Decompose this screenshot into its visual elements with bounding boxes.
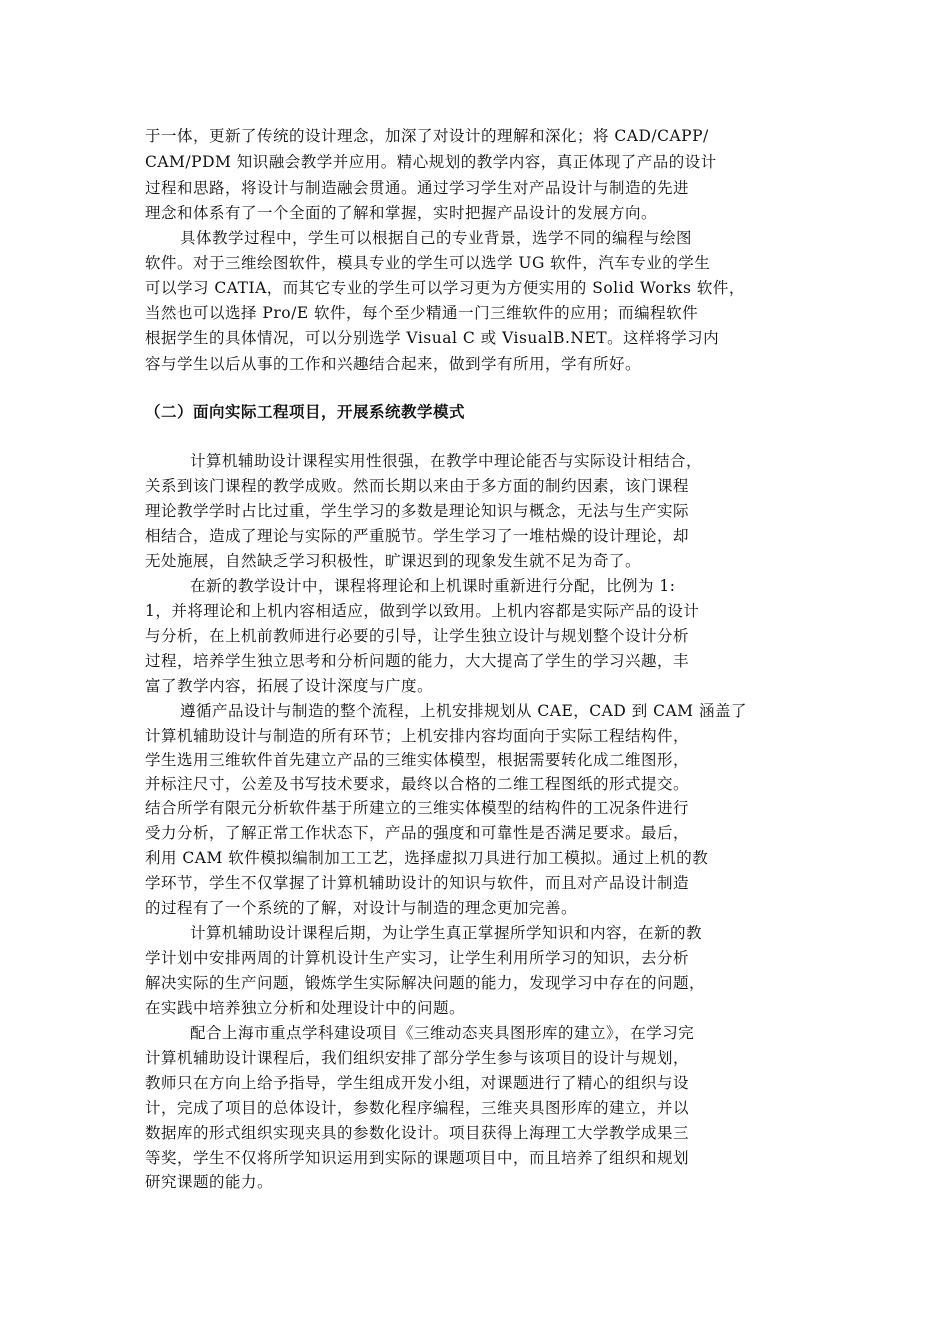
body-text-line: 可以学习 CATIA，而其它专业的学生可以学习更为方便实用的 Solid Works 软件， <box>145 279 745 297</box>
body-text-line: 软件。对于三维绘图软件，模具专业的学生可以选学 UG 软件，汽车专业的学生 <box>145 254 711 272</box>
body-text-line: 计算机辅助设计与制造的所有环节；上机安排内容均面向于实际工程结构件， <box>145 727 690 745</box>
body-text-line: 计，完成了项目的总体设计，参数化程序编程，三维夹具图形库的建立，并以 <box>145 1099 690 1117</box>
body-text-line: 根据学生的具体情况，可以分别选学 Visual C 或 VisualB.NET。这样将学习内 <box>145 329 720 347</box>
body-text-line: 教师只在方向上给予指导，学生组成开发小组，对课题进行了精心的组织与设 <box>145 1074 690 1092</box>
body-text-line: CAM/PDM 知识融会教学并应用。精心规划的教学内容，真正体现了产品的设计 <box>145 153 717 171</box>
body-text-line: 过程和思路，将设计与制造融会贯通。通过学习学生对产品设计与制造的先进 <box>145 179 690 197</box>
section-heading: （二）面向实际工程项目，开展系统教学模式 <box>145 403 466 421</box>
body-text-line: 利用 CAM 软件模拟编制加工工艺，选择虚拟刀具进行加工模拟。通过上机的教 <box>145 849 709 867</box>
body-text-line: 与分析，在上机前教师进行必要的引导，让学生独立设计与规划整个设计分析 <box>145 627 690 645</box>
body-text-line: 在实践中培养独立分析和处理设计中的问题。 <box>145 999 466 1017</box>
body-text-line: 过程，培养学生独立思考和分析问题的能力，大大提高了学生的学习兴趣，丰 <box>145 652 690 670</box>
body-text-line: 富了教学内容，拓展了设计深度与广度。 <box>145 677 434 695</box>
body-text-line: 在新的教学设计中，课程将理论和上机课时重新进行分配，比例为 1: <box>190 577 676 595</box>
body-text-line: 关系到该门课程的教学成败。然而长期以来由于多方面的制约因素，该门课程 <box>145 477 690 495</box>
body-text-line: 并标注尺寸，公差及书写技术要求，最终以合格的二维工程图纸的形式提交。 <box>145 775 690 793</box>
body-text-line: 容与学生以后从事的工作和兴趣结合起来，做到学有所用，学有所好。 <box>145 355 642 373</box>
body-text-line: 学环节，学生不仅掌握了计算机辅助设计的知识与软件，而且对产品设计制造 <box>145 874 690 892</box>
body-text-line: 理论教学学时占比过重，学生学习的多数是理论知识与概念，无法与生产实际 <box>145 502 690 520</box>
body-text-line: 学计划中安排两周的计算机设计生产实习，让学生利用所学习的知识，去分析 <box>145 949 690 967</box>
body-text-line: 学生选用三维软件首先建立产品的三维实体模型，根据需要转化成二维图形， <box>145 751 690 769</box>
body-text-line: 理念和体系有了一个全面的了解和掌握，实时把握产品设计的发展方向。 <box>145 204 658 222</box>
body-text-line: 的过程有了一个系统的了解，对设计与制造的理念更加完善。 <box>145 899 578 917</box>
body-text-line: 等奖，学生不仅将所学知识运用到实际的课题项目中，而且培养了组织和规划 <box>145 1149 690 1167</box>
body-text-line: 数据库的形式组织实现夹具的参数化设计。项目获得上海理工大学教学成果三 <box>145 1124 690 1142</box>
body-text-line: 计算机辅助设计课程后期，为让学生真正掌握所学知识和内容，在新的教 <box>190 924 703 942</box>
body-text-line: 计算机辅助设计课程实用性很强，在教学中理论能否与实际设计相结合， <box>190 452 703 470</box>
body-text-line: 受力分析，了解正常工作状态下，产品的强度和可靠性是否满足要求。最后， <box>145 824 690 842</box>
body-text-line: 配合上海市重点学科建设项目《三维动态夹具图形库的建立》，在学习完 <box>190 1024 695 1042</box>
body-text-line: 计算机辅助设计课程后，我们组织安排了部分学生参与该项目的设计与规划， <box>145 1049 690 1067</box>
body-text-line: 遵循产品设计与制造的整个流程，上机安排规划从 CAE，CAD 到 CAM 涵盖了 <box>180 702 747 720</box>
body-text-line: 解决实际的生产问题，锻炼学生实际解决问题的能力，发现学习中存在的问题， <box>145 974 706 992</box>
body-text-line: 具体教学过程中，学生可以根据自己的专业背景，选学不同的编程与绘图 <box>180 229 693 247</box>
body-text-line: 结合所学有限元分析软件基于所建立的三维实体模型的结构件的工况条件进行 <box>145 799 690 817</box>
body-text-line: 研究课题的能力。 <box>145 1173 274 1191</box>
body-text-line: 相结合，造成了理论与实际的严重脱节。学生学习了一堆枯燥的设计理论，却 <box>145 527 690 545</box>
body-text-line: 无处施展，自然缺乏学习积极性，旷课迟到的现象发生就不足为奇了。 <box>145 552 642 570</box>
body-text-line: 于一体，更新了传统的设计理念，加深了对设计的理解和深化；将 CAD/CAPP/ <box>145 127 709 145</box>
body-text-line: 1，并将理论和上机内容相适应，做到学以致用。上机内容都是实际产品的设计 <box>145 602 700 620</box>
body-text-line: 当然也可以选择 Pro/E 软件，每个至少精通一门三维软件的应用；而编程软件 <box>145 304 699 322</box>
